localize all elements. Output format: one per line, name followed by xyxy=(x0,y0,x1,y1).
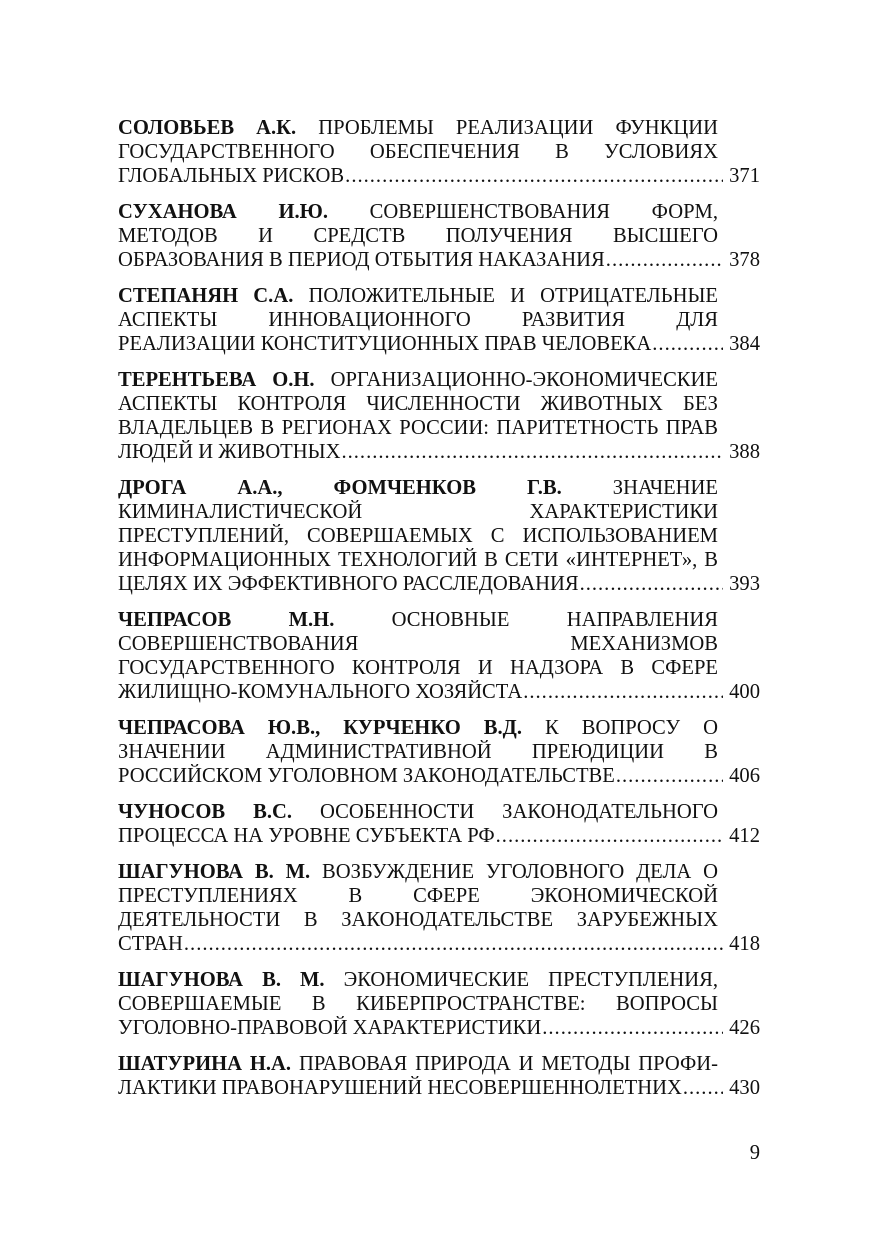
toc-entry-line xyxy=(118,476,718,500)
toc-entry-line xyxy=(118,548,718,572)
author-names: СУХАНОВА И.Ю. xyxy=(118,201,328,223)
toc-entry-last-line xyxy=(118,680,760,704)
title-text: ГОСУДАРСТВЕННОГО КОНТРОЛЯ И НАДЗОРА В СФЕРЕ xyxy=(118,657,718,679)
toc-entry[interactable] xyxy=(118,968,760,1040)
title-text: ПРОБЛЕМЫ РЕАЛИЗАЦИИ ФУНКЦИИ xyxy=(296,117,718,139)
dot-leader xyxy=(345,164,723,188)
title-text: МЕТОДОВ И СРЕДСТВ ПОЛУЧЕНИЯ ВЫСШЕГО xyxy=(118,225,718,247)
dot-leader xyxy=(184,932,723,956)
table-of-contents xyxy=(118,116,760,1112)
dot-leader xyxy=(341,440,723,464)
toc-entry-line xyxy=(118,200,718,224)
title-text: АСПЕКТЫ КОНТРОЛЯ ЧИСЛЕННОСТИ ЖИВОТНЫХ БЕЗ xyxy=(118,393,718,415)
author-names: ШАГУНОВА В. М. xyxy=(118,969,325,991)
title-text: ДЕЯТЕЛЬНОСТИ В ЗАКОНОДАТЕЛЬСТВЕ ЗАРУБЕЖНЫХ xyxy=(118,909,718,931)
toc-entry-last-line xyxy=(118,572,760,596)
page-ref[interactable]: 430 xyxy=(729,1077,760,1099)
toc-entry-last-line xyxy=(118,1076,760,1100)
page-ref[interactable]: 384 xyxy=(729,333,760,355)
toc-entry-last-line xyxy=(118,440,760,464)
page-ref[interactable]: 426 xyxy=(729,1017,760,1039)
title-text: ГЛОБАЛЬНЫХ РИСКОВ xyxy=(118,165,345,187)
page-ref[interactable]: 418 xyxy=(729,933,760,955)
title-text: ПРЕСТУПЛЕНИЯХ В СФЕРЕ ЭКОНОМИЧЕСКОЙ xyxy=(118,885,718,907)
toc-entry[interactable] xyxy=(118,284,760,356)
title-text: КИМИНАЛИСТИЧЕСКОЙ ХАРАКТЕРИСТИКИ xyxy=(118,501,718,523)
title-text: ОСОБЕННОСТИ ЗАКОНОДАТЕЛЬНОГО xyxy=(292,801,718,823)
title-text: ПОЛОЖИТЕЛЬНЫЕ И ОТРИЦАТЕЛЬНЫЕ xyxy=(293,285,718,307)
title-text: ГОСУДАРСТВЕННОГО ОБЕСПЕЧЕНИЯ В УСЛОВИЯХ xyxy=(118,141,718,163)
toc-entry-last-line xyxy=(118,764,760,788)
toc-entry-line xyxy=(118,908,718,932)
page-ref[interactable]: 400 xyxy=(729,681,760,703)
page-ref[interactable]: 393 xyxy=(729,573,760,595)
toc-entry-line xyxy=(118,740,718,764)
toc-entry[interactable] xyxy=(118,800,760,848)
title-text: СОВЕРШАЕМЫЕ В КИБЕРПРОСТРАНСТВЕ: ВОПРОСЫ xyxy=(118,993,718,1015)
dot-leader xyxy=(580,572,723,596)
title-text: АСПЕКТЫ ИННОВАЦИОННОГО РАЗВИТИЯ ДЛЯ xyxy=(118,309,718,331)
toc-entry[interactable] xyxy=(118,860,760,956)
title-text: СОВЕРШЕНСТВОВАНИЯ МЕХАНИЗМОВ xyxy=(118,633,718,655)
toc-entry-line xyxy=(118,968,718,992)
page-ref[interactable]: 406 xyxy=(729,765,760,787)
page-ref[interactable]: 378 xyxy=(729,249,760,271)
title-text: ИНФОРМАЦИОННЫХ ТЕХНОЛОГИЙ В СЕТИ «ИНТЕРНЕТ», В xyxy=(118,549,718,571)
toc-entry-line xyxy=(118,656,718,680)
dot-leader xyxy=(523,680,723,704)
author-names: СОЛОВЬЕВ А.К. xyxy=(118,117,297,139)
page-ref[interactable]: 371 xyxy=(729,165,760,187)
toc-entry[interactable] xyxy=(118,608,760,704)
title-text: РЕАЛИЗАЦИИ КОНСТИТУЦИОННЫХ ПРАВ ЧЕЛОВЕКА xyxy=(118,333,652,355)
title-text: УГОЛОВНО-ПРАВОВОЙ ХАРАКТЕРИСТИКИ xyxy=(118,1017,542,1039)
page-number: 9 xyxy=(749,1142,760,1164)
title-text: РОССИЙСКОМ УГОЛОВНОМ ЗАКОНОДАТЕЛЬСТВЕ xyxy=(118,765,615,787)
toc-entry-line xyxy=(118,608,718,632)
author-names: ЧЕПРАСОВ М.Н. xyxy=(118,609,335,631)
title-text: ОБРАЗОВАНИЯ В ПЕРИОД ОТБЫТИЯ НАКАЗАНИЯ xyxy=(118,249,605,271)
author-names: ЧЕПРАСОВА Ю.В., КУРЧЕНКО В.Д. xyxy=(118,717,522,739)
title-text: ЛЮДЕЙ И ЖИВОТНЫХ xyxy=(118,441,341,463)
toc-entry-last-line xyxy=(118,824,760,848)
dot-leader xyxy=(496,824,723,848)
title-text: СТРАН xyxy=(118,933,183,955)
author-names: ШАТУРИНА Н.А. xyxy=(118,1053,292,1075)
toc-entry-last-line xyxy=(118,248,760,272)
toc-entry-last-line xyxy=(118,932,760,956)
toc-entry-line xyxy=(118,500,718,524)
title-text: ЗНАЧЕНИЕ xyxy=(561,477,718,499)
page-ref[interactable]: 412 xyxy=(729,825,760,847)
title-text: ПРЕСТУПЛЕНИЙ, СОВЕРШАЕМЫХ С ИСПОЛЬЗОВАНИЕМ xyxy=(118,525,718,547)
toc-entry[interactable] xyxy=(118,476,760,596)
toc-entry-line xyxy=(118,800,718,824)
dot-leader xyxy=(652,332,723,356)
toc-entry-line xyxy=(118,860,718,884)
title-text: ОСНОВНЫЕ НАПРАВЛЕНИЯ xyxy=(334,609,718,631)
title-text: ПРОЦЕССА НА УРОВНЕ СУБЪЕКТА РФ xyxy=(118,825,495,847)
title-text: ЛАКТИКИ ПРАВОНАРУШЕНИЙ НЕСОВЕРШЕННОЛЕТНИХ xyxy=(118,1077,682,1099)
author-names: ШАГУНОВА В. М. xyxy=(118,861,311,883)
toc-entry-line xyxy=(118,308,718,332)
toc-entry-line xyxy=(118,524,718,548)
title-text: СОВЕРШЕНСТВОВАНИЯ ФОРМ, xyxy=(328,201,718,223)
toc-entry-line xyxy=(118,368,718,392)
toc-entry[interactable] xyxy=(118,200,760,272)
title-text: ОРГАНИЗАЦИОННО-ЭКОНОМИЧЕСКИЕ xyxy=(314,369,718,391)
author-names: ЧУНОСОВ В.С. xyxy=(118,801,293,823)
title-text: ЖИЛИЩНО-КОМУНАЛЬНОГО ХОЗЯЙСТА xyxy=(118,681,523,703)
toc-entry[interactable] xyxy=(118,716,760,788)
toc-entry-last-line xyxy=(118,164,760,188)
toc-entry-line xyxy=(118,224,718,248)
toc-entry-line xyxy=(118,116,718,140)
toc-entry[interactable] xyxy=(118,368,760,464)
toc-entry-line xyxy=(118,392,718,416)
title-text: ПРАВОВАЯ ПРИРОДА И МЕТОДЫ ПРОФИ- xyxy=(291,1053,718,1075)
title-text: ЦЕЛЯХ ИХ ЭФФЕКТИВНОГО РАССЛЕДОВАНИЯ xyxy=(118,573,579,595)
title-text: ЗНАЧЕНИИ АДМИНИСТРАТИВНОЙ ПРЕЮДИЦИИ В xyxy=(118,741,718,763)
toc-entry-line xyxy=(118,140,718,164)
toc-entry-last-line xyxy=(118,332,760,356)
dot-leader xyxy=(542,1016,723,1040)
toc-entry[interactable] xyxy=(118,116,760,188)
title-text: К ВОПРОСУ О xyxy=(521,717,718,739)
toc-entry-last-line xyxy=(118,1016,760,1040)
title-text: ЭКОНОМИЧЕСКИЕ ПРЕСТУПЛЕНИЯ, xyxy=(324,969,718,991)
dot-leader xyxy=(683,1076,723,1100)
toc-entry-line xyxy=(118,992,718,1016)
toc-entry-line xyxy=(118,716,718,740)
author-names: ТЕРЕНТЬЕВА О.Н. xyxy=(118,369,315,391)
dot-leader xyxy=(606,248,723,272)
page-ref[interactable]: 388 xyxy=(729,441,760,463)
title-text: ВОЗБУЖДЕНИЕ УГОЛОВНОГО ДЕЛА О xyxy=(310,861,718,883)
toc-entry[interactable] xyxy=(118,1052,760,1100)
toc-entry-line xyxy=(118,1052,718,1076)
title-text: ВЛАДЕЛЬЦЕВ В РЕГИОНАХ РОССИИ: ПАРИТЕТНОСТЬ ПРАВ xyxy=(118,417,718,439)
toc-entry-line xyxy=(118,284,718,308)
toc-entry-line xyxy=(118,416,718,440)
dot-leader xyxy=(616,764,723,788)
toc-entry-line xyxy=(118,632,718,656)
author-names: СТЕПАНЯН С.А. xyxy=(118,285,294,307)
toc-entry-line xyxy=(118,884,718,908)
author-names: ДРОГА А.А., ФОМЧЕНКОВ Г.В. xyxy=(118,477,562,499)
